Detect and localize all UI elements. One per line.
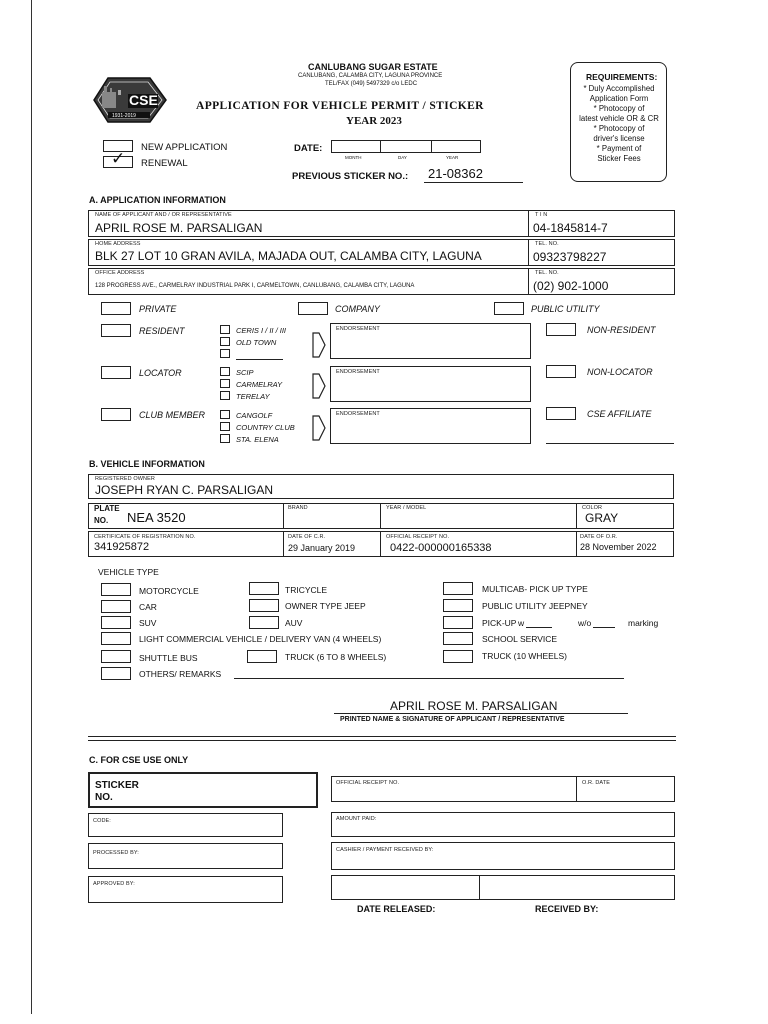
puj-checkbox[interactable] [443,599,473,612]
previous-sticker-label: PREVIOUS STICKER NO.: [292,171,409,182]
separator-line [88,736,676,737]
office-address-value: 128 PROGRESS AVE., CARMELRAY INDUSTRIAL PARK I, CARMELTOWN, CANLUBANG, CALAMBA CITY, LAGUNA [95,283,415,289]
plate-label: PLATE [94,504,120,513]
day-label: DAY [398,155,407,160]
pickup-label: PICK-UP [482,618,517,628]
sticker-no-label: NO. [95,792,113,803]
shuttle-checkbox[interactable] [101,650,131,663]
non-locator-checkbox[interactable] [546,365,576,378]
renewal-check-mark: ✓ [111,149,126,168]
terelay-checkbox[interactable] [220,391,230,400]
cashier-label: CASHIER / PAYMENT RECEIVED BY: [336,847,434,853]
cr-number-value: 341925872 [94,541,150,553]
form-title: APPLICATION FOR VEHICLE PERMIT / STICKER [196,100,484,112]
requirement-item: * Duly Accomplished [583,84,655,93]
date-month-field[interactable] [331,140,381,153]
office-address-field [88,268,529,295]
school-service-checkbox[interactable] [443,632,473,645]
new-application-label: NEW APPLICATION [141,142,228,153]
date-released-label: DATE RELEASED: [357,904,436,914]
tricycle-label: TRICYCLE [285,585,328,595]
truck10-checkbox[interactable] [443,650,473,663]
applicant-name-value: APRIL ROSE M. PARSALIGAN [95,221,263,235]
carmelray-checkbox[interactable] [220,379,230,388]
car-label: CAR [139,602,157,612]
cse-logo [88,72,170,134]
logo-text: CSE [129,92,158,108]
owner-jeep-checkbox[interactable] [249,599,279,612]
suv-label: SUV [139,618,157,628]
month-label: MONTH [345,155,362,160]
date-label: DATE: [294,143,323,154]
non-resident-checkbox[interactable] [546,323,576,336]
cangolf-label: CANGOLF [236,411,273,420]
truck6-label: TRUCK (6 TO 8 WHEELS) [285,652,387,662]
club-member-checkbox[interactable] [101,408,131,421]
requirement-item: Sticker Fees [597,154,641,163]
multicab-label: MULTICAB- PICK UP TYPE [482,584,588,594]
arrow-icon [311,414,327,447]
cse-affiliate-line [546,443,674,444]
home-tel-value: 09323798227 [533,250,607,264]
public-utility-label: PUBLIC UTILITY [531,304,600,314]
pickup-without-label: w/o [578,618,592,628]
amount-paid-label: AMOUNT PAID: [336,816,377,822]
plate-no-label: NO. [94,516,109,525]
company-checkbox[interactable] [298,302,328,315]
amount-paid-field[interactable] [331,812,675,837]
date-released-field[interactable] [331,875,480,900]
plate-value: NEA 3520 [127,510,186,525]
requirements-list [572,84,666,164]
date-day-field[interactable] [380,140,432,153]
cr-number-label: CERTIFICATE OF REGISTRATION NO. [94,534,196,540]
or-date-label: DATE OF O.R. [580,534,618,540]
org-telfax: TEL/FAX (049) 5497329 c/o LEDC [325,81,418,87]
page-edge-line [31,0,32,1014]
arrow-icon [311,331,327,364]
locator-checkbox[interactable] [101,366,131,379]
office-tel-label: TEL. NO. [535,270,559,276]
endorsement-label: ENDORSEMENT [336,326,380,332]
cse-affiliate-label: CSE AFFILIATE [587,409,652,419]
org-address: CANLUBANG, CALAMBA CITY, LAGUNA PROVINCE [298,73,443,79]
separator-line [88,740,676,741]
section-b-title: B. VEHICLE INFORMATION [89,459,205,469]
lcv-label: LIGHT COMMERCIAL VEHICLE / DELIVERY VAN (4 WHEELS) [139,634,382,644]
cse-affiliate-checkbox[interactable] [546,407,576,420]
country-club-checkbox[interactable] [220,422,230,431]
sticker-label: STICKER [95,780,139,791]
requirement-item: Application Form [589,94,649,103]
home-tel-label: TEL. NO. [535,241,559,247]
vehicle-type-label: VEHICLE TYPE [98,567,159,577]
requirement-item: latest vehicle OR & CR [579,114,659,123]
home-address-value: BLK 27 LOT 10 GRAN AVILA, MAJADA OUT, CALAMBA CITY, LAGUNA [95,249,482,263]
tin-value: 04-1845814-7 [533,221,608,235]
club-member-label: CLUB MEMBER [139,410,206,420]
office-address-label: OFFICE ADDRESS [95,270,145,276]
old-town-checkbox[interactable] [220,337,230,346]
others-label: OTHERS/ REMARKS [139,669,222,679]
code-field[interactable] [88,813,283,837]
cangolf-checkbox[interactable] [220,410,230,419]
motorcycle-label: MOTORCYCLE [139,586,199,596]
requirement-item: * Photocopy of [593,104,645,113]
renewal-label: RENEWAL [141,158,188,169]
others-checkbox[interactable] [101,667,131,680]
locator-label: LOCATOR [139,368,182,378]
cr-date-label: DATE OF C.R. [288,534,326,540]
motorcycle-checkbox[interactable] [101,583,131,596]
year-model-label: YEAR / MODEL [386,505,427,511]
previous-sticker-underline [424,182,523,183]
signature-label: PRINTED NAME & SIGNATURE OF APPLICANT / REPRESENTATIVE [340,716,565,723]
pickup-with-label: w [518,618,525,628]
year-label: YEAR [446,155,459,160]
ceris-label: CERIS I / II / III [236,326,287,335]
resident-checkbox[interactable] [101,324,131,337]
non-locator-label: NON-LOCATOR [587,367,653,377]
private-label: PRIVATE [139,304,177,314]
office-tel-value: (02) 902-1000 [533,279,609,293]
or-number-value: 0422-000000165338 [390,542,492,554]
auv-label: AUV [285,618,303,628]
truck10-label: TRUCK (10 WHEELS) [482,651,568,661]
puj-label: PUBLIC UTILITY JEEPNEY [482,601,588,611]
pickup-marking-label: marking [628,618,659,628]
pickup-without-line [593,627,615,628]
org-name: CANLUBANG SUGAR ESTATE [308,62,438,72]
date-year-field[interactable] [431,140,481,153]
others-remarks-line [234,678,624,679]
public-utility-checkbox[interactable] [494,302,524,315]
car-checkbox[interactable] [101,600,131,613]
section-c-title: C. FOR CSE USE ONLY [89,755,189,765]
company-label: COMPANY [335,304,380,314]
color-label: COLOR [582,505,603,511]
logo-bottom-text: 1931-2019 [112,113,136,119]
official-receipt-label: OFFICIAL RECEIPT NO. [336,780,400,786]
requirement-item: * Payment of [596,144,642,153]
truck6-checkbox[interactable] [247,650,277,663]
section-a-title: A. APPLICATION INFORMATION [89,195,226,205]
endorsement-label: ENDORSEMENT [336,369,380,375]
old-town-label: OLD TOWN [236,338,277,347]
applicant-name-label: NAME OF APPLICANT AND / OR REPRESENTATIVE [95,212,232,218]
processed-by-label: PROCESSED BY: [93,850,139,856]
multicab-checkbox[interactable] [443,582,473,595]
country-club-label: COUNTRY CLUB [236,423,295,432]
pickup-with-line [526,627,552,628]
tin-label: T I N [535,212,548,218]
lcv-checkbox[interactable] [101,632,131,645]
approved-by-label: APPROVED BY: [93,881,135,887]
pickup-checkbox[interactable] [443,616,473,629]
endorsement-label: ENDORSEMENT [336,411,380,417]
owner-jeep-label: OWNER TYPE JEEP [285,601,366,611]
signature-name: APRIL ROSE M. PARSALIGAN [390,699,558,713]
requirement-item: driver's license [593,134,645,143]
suv-checkbox[interactable] [101,616,131,629]
terelay-label: TERELAY [236,392,270,401]
received-by-field[interactable] [479,875,675,900]
requirements-title: REQUIREMENTS: [586,72,658,82]
code-label: CODE: [93,818,111,824]
non-resident-label: NON-RESIDENT [587,325,656,335]
cr-date-value: 29 January 2019 [288,543,356,553]
received-by-label: RECEIVED BY: [535,904,599,914]
registered-owner-label: REGISTERED OWNER [95,476,155,482]
or-date-cse-label: O.R. DATE [582,780,610,786]
resident-other-line [236,359,283,360]
sta-elena-checkbox[interactable] [220,434,230,443]
arrow-icon [311,372,327,405]
scip-checkbox[interactable] [220,367,230,376]
registered-owner-value: JOSEPH RYAN C. PARSALIGAN [95,483,274,497]
school-service-label: SCHOOL SERVICE [482,634,558,644]
private-checkbox[interactable] [101,302,131,315]
sta-elena-label: STA. ELENA [236,435,279,444]
home-address-label: HOME ADDRESS [95,241,141,247]
requirement-item: * Photocopy of [593,124,645,133]
resident-other-checkbox[interactable] [220,349,230,358]
brand-label: BRAND [288,505,308,511]
color-value: GRAY [585,511,619,525]
resident-label: RESIDENT [139,326,185,336]
carmelray-label: CARMELRAY [236,380,283,389]
auv-checkbox[interactable] [249,616,279,629]
or-date-value: 28 November 2022 [580,542,657,552]
scip-label: SCIP [236,368,254,377]
shuttle-label: SHUTTLE BUS [139,653,198,663]
form-year: YEAR 2023 [346,115,402,127]
ceris-checkbox[interactable] [220,325,230,334]
or-number-label: OFFICIAL RECEIPT NO. [386,534,450,540]
tricycle-checkbox[interactable] [249,582,279,595]
previous-sticker-value: 21-08362 [428,166,483,181]
signature-line [334,713,628,714]
